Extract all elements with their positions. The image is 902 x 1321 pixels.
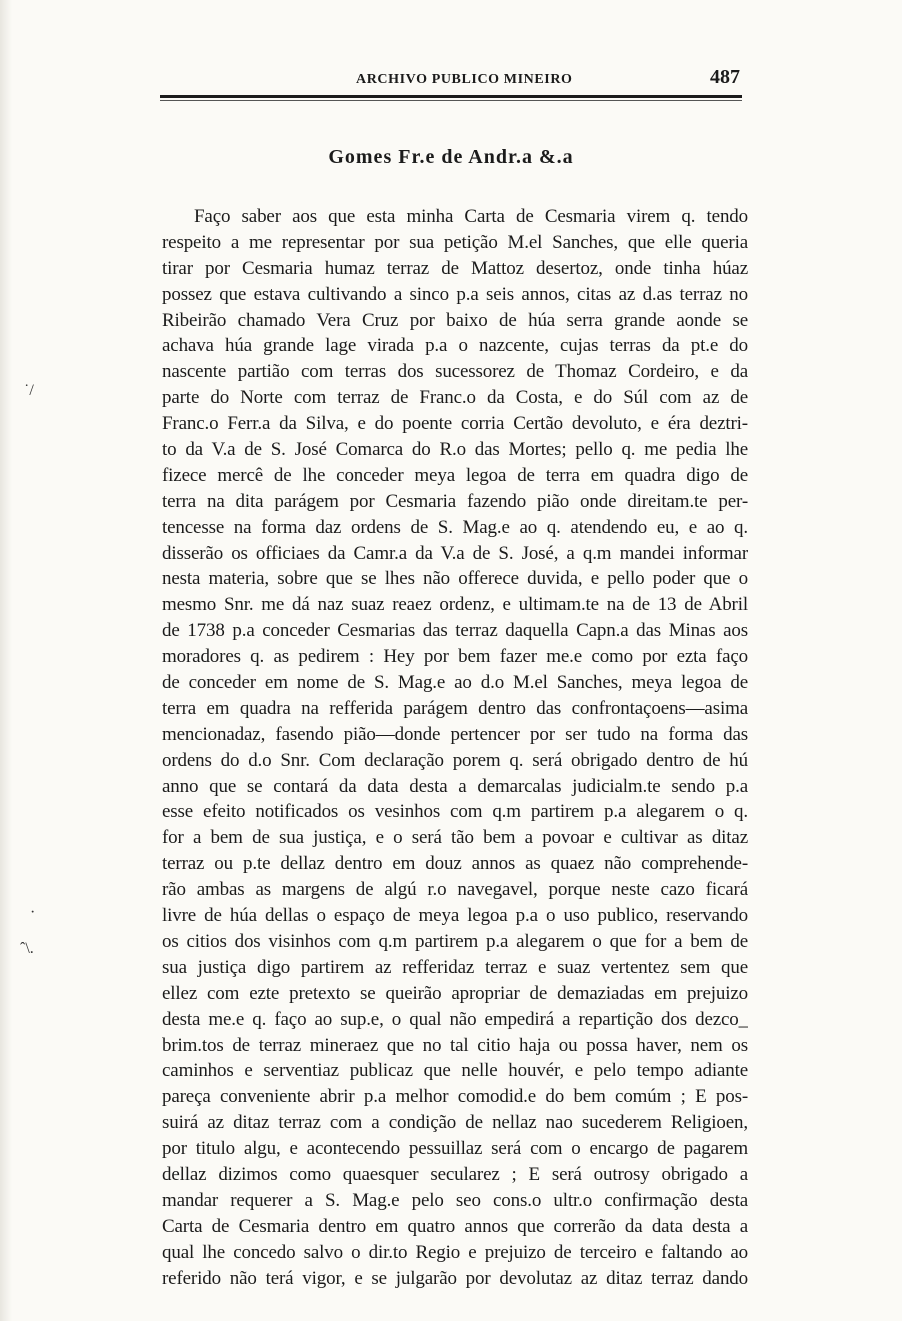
text-line: caminhos e serventiaz publicaz que nelle houvér, e pelo tempo adiante	[162, 1060, 748, 1082]
text-line: pareça conveniente abrir p.a melhor comodid.e do bem comúm ; E pos-	[162, 1086, 748, 1108]
text-line: terra em quadra na refferida parágem dentro das confrontaçoens—asima	[162, 697, 748, 719]
page-edge	[0, 0, 12, 1321]
text-line: tirar por Cesmaria humaz terraz de Mattoz desertoz, onde tinha húaz	[162, 257, 748, 279]
text-line: de 1738 p.a conceder Cesmarias das terraz daquella Capn.a das Minas aos	[162, 620, 748, 642]
text-line: mandar requerer a S. Mag.e pelo seo cons.o ultr.o confirmação desta	[162, 1189, 748, 1211]
margin-mark: ˆ\.	[20, 940, 34, 957]
text-line: Franc.o Ferr.a da Silva, e do poente corria Certão devoluto, e éra deztri-	[162, 413, 748, 435]
text-line: ordens do d.o Snr. Com declaração porem q. será obrigado dentro de hú	[162, 749, 748, 771]
document-heading: Gomes Fr.e de Andr.a &.a	[328, 146, 574, 168]
text-line: rão ambas as margens de algú r.o navegavel, porque neste cazo ficará	[162, 879, 748, 901]
text-line: qual lhe concedo salvo o dir.to Regio e prejuizo de terceiro e faltando ao	[162, 1241, 748, 1263]
text-line: mesmo Snr. me dá naz suaz reaez ordenz, e ultimam.te na de 13 de Abril	[162, 594, 748, 616]
text-line: moradores q. as pedirem : Hey por bem fazer me.e como por ezta faço	[162, 646, 748, 668]
text-line: Carta de Cesmaria dentro em quatro annos que correrão da data desta a	[162, 1215, 748, 1237]
body-text	[162, 204, 748, 1291]
text-line: terraz ou p.te dellaz dentro em douz annos as quaez não comprehende-	[162, 853, 748, 875]
text-line: esse efeito notificados os vesinhos com q.m partirem p.a alegarem o q.	[162, 801, 748, 823]
text-line: nascente partião com terras dos sucessorez de Thomaz Cordeiro, e da	[162, 361, 748, 383]
text-line: Faço saber aos que esta minha Carta de Cesmaria virem q. tendo	[194, 206, 748, 227]
text-line: desta me.e q. faço ao sup.e, o qual não empedirá a repartição dos dezco_	[162, 1008, 748, 1030]
text-line: to da V.a de S. José Comarca do R.o das Mortes; pello q. me pedia lhe	[162, 439, 748, 461]
text-line: disserão os officiaes da Camr.a da V.a de S. José, a q.m mandei informar	[162, 542, 748, 564]
text-line: por titulo algu, e acontecendo pessuillaz será com o encargo de pagarem	[162, 1138, 748, 1160]
text-line: nesta materia, sobre que se lhes não offerece duvida, e pello poder que o	[162, 568, 748, 590]
text-line: terra na dita parágem por Cesmaria fazendo pião onde direitam.te per-	[162, 490, 748, 512]
text-line: referido não terá vigor, e se julgarão por devolutaz az ditaz terraz dando	[162, 1267, 748, 1289]
text-line: parte do Norte com terraz de Franc.o da Costa, e do Súl com az de	[162, 387, 748, 409]
text-line: fizece mercê de lhe conceder meya legoa de terra em quadra digo de	[162, 464, 748, 486]
text-line: sua justiça digo partirem az refferidaz terraz e suaz vertentez sem que	[162, 956, 748, 978]
header-rule-thin	[160, 100, 742, 101]
text-line: ellez com ezte pretexto se queirão apropriar de demaziadas em prejuizo	[162, 982, 748, 1004]
text-line: for a bem de sua justiça, e o será tão bem a povoar e cultivar as ditaz	[162, 827, 748, 849]
margin-mark: ˙/	[24, 382, 34, 399]
running-head	[160, 66, 740, 92]
running-title: ARCHIVO PUBLICO MINEIRO	[356, 72, 573, 87]
text-line: livre de húa dellas o espaço de meya legoa p.a o uso publico, reservando	[162, 905, 748, 927]
page-number: 487	[710, 66, 740, 88]
text-line: suirá az ditaz terraz com a condição de nellaz nao sucederem Religioen,	[162, 1112, 748, 1134]
header-rule	[160, 95, 742, 98]
text-line: de conceder em nome de S. Mag.e ao d.o M.el Sanches, meya legoa de	[162, 672, 748, 694]
text-line: Ribeirão chamado Vera Cruz por baixo de húa serra grande aonde se	[162, 309, 748, 331]
text-line: possez que estava cultivando a sinco p.a seis annos, citas az d.as terraz no	[162, 283, 748, 305]
text-line: anno que se contará da data desta a demarcalas judicialm.te sendo p.a	[162, 775, 748, 797]
margin-dot: ·	[30, 904, 36, 921]
text-line: respeito a me representar por sua petição M.el Sanches, que elle queria	[162, 231, 748, 253]
text-line: tencesse na forma daz ordens de S. Mag.e ao q. atendendo eu, e ao q.	[162, 516, 748, 538]
text-line: brim.tos de terraz mineraez que no tal citio haja ou possa haver, nem os	[162, 1034, 748, 1056]
text-line: os citios dos visinhos com q.m partirem p.a alegarem o que for a bem de	[162, 930, 748, 952]
text-line: achava húa grande lage virada p.a o nazcente, cujas terras da pt.e do	[162, 335, 748, 357]
text-line: dellaz dizimos como quaesquer secularez ; E será outrosy obrigado a	[162, 1163, 748, 1185]
text-line: mencionadaz, fasendo pião—donde pertencer por ser tudo na forma das	[162, 723, 748, 745]
